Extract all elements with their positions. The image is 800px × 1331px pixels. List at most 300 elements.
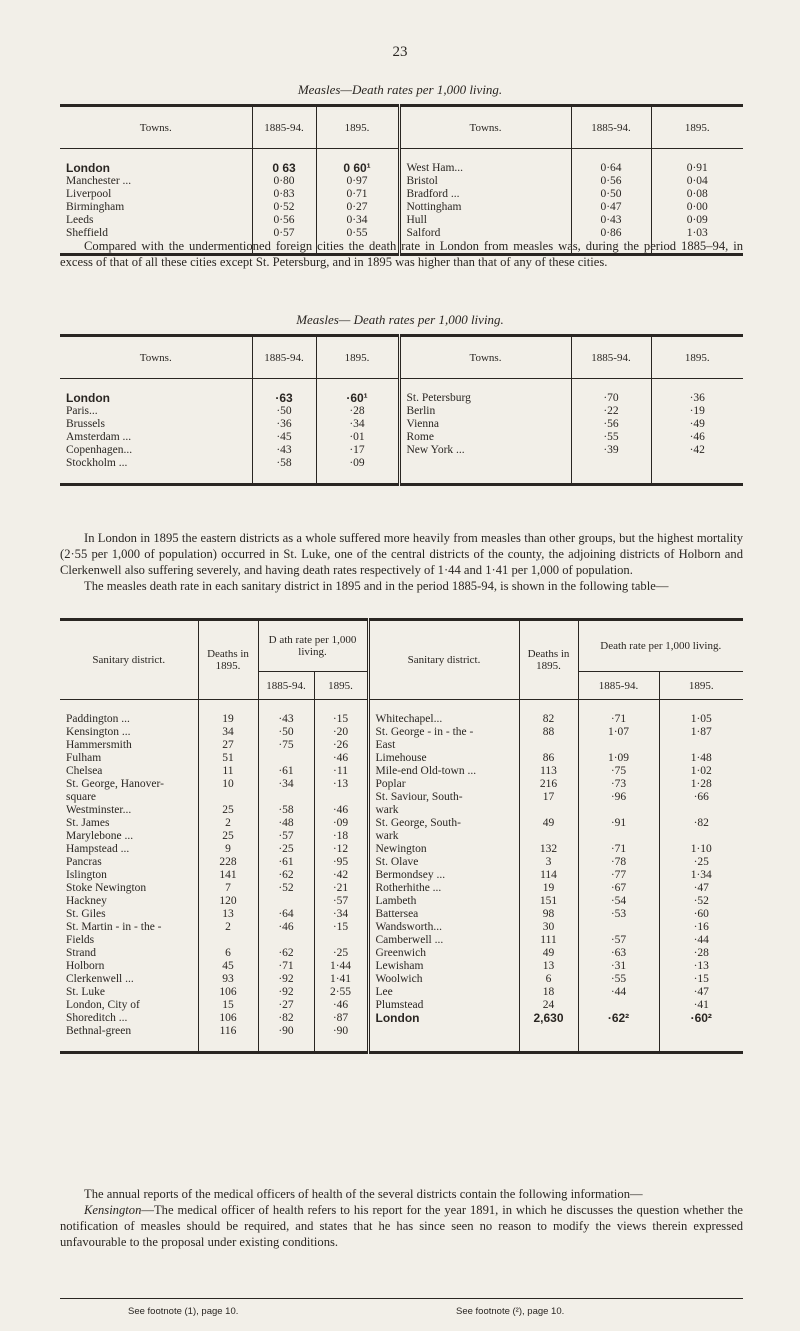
rate-1895: [651, 457, 743, 470]
deaths-1895: 30: [519, 921, 578, 934]
rate-1885-94: ·58: [258, 804, 314, 817]
district-name: London, City of: [60, 999, 198, 1012]
rate-1885-94: [578, 921, 659, 934]
rate-1885-94: ·61: [258, 856, 314, 869]
table-row: [60, 804, 743, 817]
rate-1895: [659, 804, 743, 817]
rate-1895: ·16: [693, 921, 709, 933]
deaths-1895: [198, 934, 258, 947]
district-name: Lewisham: [368, 960, 519, 973]
rate-1885-94: ·57: [578, 934, 659, 947]
district-name: Islington: [60, 869, 198, 882]
table-row: [60, 908, 743, 921]
rate-1885-94: 1·09: [578, 752, 659, 765]
rate-1885-94: ·71: [578, 843, 659, 856]
district-name: St. Martin - in - the -: [60, 921, 198, 934]
rate-1895: ·21: [314, 882, 368, 895]
table-row: [60, 843, 743, 856]
deaths-1895: 106: [198, 986, 258, 999]
town-name: Sheffield: [60, 227, 252, 240]
deaths-1895: 6: [198, 947, 258, 960]
t3-header-rate: Death rate per 1,000 living.: [578, 620, 743, 672]
rate-1895: ·60: [693, 908, 709, 920]
town-name: Birmingham: [60, 201, 252, 214]
deaths-1895: 82: [519, 713, 578, 726]
district-name: Strand: [60, 947, 198, 960]
t1-header: 1895.: [316, 106, 399, 149]
table-row: [60, 895, 743, 908]
district-name: St. Olave: [368, 856, 519, 869]
deaths-1895: 45: [198, 960, 258, 973]
rate-1885-94: ·57: [258, 830, 314, 843]
rate-1885-94: ·62: [258, 869, 314, 882]
rate-1895: ·95: [314, 856, 368, 869]
rate-1885-94: 0·80: [252, 175, 316, 188]
table-row: [60, 986, 743, 999]
rate-1895: ·46: [689, 431, 705, 443]
deaths-1895: 120: [198, 895, 258, 908]
deaths-1895: 15: [198, 999, 258, 1012]
rate-1895: 0·91: [686, 162, 708, 174]
t3-header-1895: 1895.: [314, 672, 368, 700]
rate-1885-94: ·34: [258, 778, 314, 791]
deaths-1895: 11: [198, 765, 258, 778]
rate-1885-94: ·77: [578, 869, 659, 882]
rate-1885-94: ·55: [578, 973, 659, 986]
footnote-1: See footnote (1), page 10.: [128, 1306, 239, 1317]
rate-1895: ·46: [314, 752, 368, 765]
district-name: London: [368, 1012, 519, 1025]
table-row: [60, 392, 743, 405]
town-name: London: [60, 392, 252, 405]
district-name: Clerkenwell ...: [60, 973, 198, 986]
table-row: [60, 457, 743, 470]
rate-1895: 1·44: [314, 960, 368, 973]
table-row: [60, 973, 743, 986]
table2-foreign-cities: [60, 334, 743, 486]
rate-1885-94: ·22: [571, 405, 651, 418]
deaths-1895: 141: [198, 869, 258, 882]
rate-1885-94: ·71: [578, 713, 659, 726]
table-row: [60, 791, 743, 804]
rate-1895: 1·41: [314, 973, 368, 986]
rate-1895: ·47: [693, 986, 709, 998]
rate-1895: ·90: [314, 1025, 368, 1038]
district-name: Lambeth: [368, 895, 519, 908]
table-row: [60, 1025, 743, 1038]
deaths-1895: [519, 1025, 578, 1038]
district-name: St. Saviour, South-: [368, 791, 519, 804]
rate-1885-94: ·75: [578, 765, 659, 778]
t3-header-8594: 1885-94.: [578, 672, 659, 700]
deaths-1895: 51: [198, 752, 258, 765]
deaths-1895: 34: [198, 726, 258, 739]
district-name: Bermondsey ...: [368, 869, 519, 882]
district-name: Bethnal-green: [60, 1025, 198, 1038]
rate-1895: 1·05: [690, 713, 712, 725]
rate-1895: ·34: [316, 418, 399, 431]
district-name: Chelsea: [60, 765, 198, 778]
rate-1895: ·15: [314, 921, 368, 934]
paragraph-kensington: [60, 1202, 743, 1250]
rate-1895: ·41: [693, 999, 709, 1011]
deaths-1895: 111: [519, 934, 578, 947]
rate-1895: ·01: [316, 431, 399, 444]
rate-1895: ·25: [314, 947, 368, 960]
table-row: [60, 830, 743, 843]
deaths-1895: 9: [198, 843, 258, 856]
rate-1885-94: ·25: [258, 843, 314, 856]
district-name: Hampstead ...: [60, 843, 198, 856]
rate-1885-94: 0·56: [571, 175, 651, 188]
rate-1895: 1·02: [690, 765, 712, 777]
deaths-1895: 25: [198, 804, 258, 817]
rate-1885-94: ·62²: [578, 1012, 659, 1025]
rate-1895: ·60¹: [316, 392, 399, 405]
deaths-1895: 151: [519, 895, 578, 908]
rate-1895: ·52: [693, 895, 709, 907]
table-row: [60, 431, 743, 444]
town-name: Leeds: [60, 214, 252, 227]
deaths-1895: 2,630: [519, 1012, 578, 1025]
rate-1885-94: ·58: [252, 457, 316, 470]
table3-sanitary-districts: [60, 618, 743, 1054]
rate-1885-94: ·44: [578, 986, 659, 999]
rate-1895: ·28: [316, 405, 399, 418]
deaths-1895: 6: [519, 973, 578, 986]
town-name: Liverpool: [60, 188, 252, 201]
town-name: Nottingham: [399, 201, 571, 214]
rate-1895: 0·08: [686, 188, 708, 200]
rate-1885-94: ·82: [258, 1012, 314, 1025]
rate-1885-94: 0·57: [252, 227, 316, 240]
table-row: [60, 713, 743, 726]
town-name: Bristol: [399, 175, 571, 188]
district-name: Hammersmith: [60, 739, 198, 752]
t2-header: Towns.: [399, 336, 571, 379]
table-row: [60, 856, 743, 869]
deaths-1895: 2: [198, 921, 258, 934]
rate-1885-94: 1·07: [578, 726, 659, 739]
rate-1895: ·25: [693, 856, 709, 868]
paragraph-annual-reports: [60, 1186, 743, 1250]
deaths-1895: 106: [198, 1012, 258, 1025]
town-name: Brussels: [60, 418, 252, 431]
deaths-1895: 18: [519, 986, 578, 999]
deaths-1895: 228: [198, 856, 258, 869]
district-name: wark: [368, 804, 519, 817]
rate-1885-94: 0·56: [252, 214, 316, 227]
town-name: Paris...: [60, 405, 252, 418]
town-name: London: [60, 162, 252, 175]
deaths-1895: 25: [198, 830, 258, 843]
district-name: Poplar: [368, 778, 519, 791]
t3-header-deaths: Deaths in 1895.: [198, 620, 258, 700]
rate-1885-94: ·96: [578, 791, 659, 804]
rate-1885-94: ·71: [258, 960, 314, 973]
rate-1885-94: [578, 1025, 659, 1038]
rate-1885-94: [258, 791, 314, 804]
rate-1885-94: ·78: [578, 856, 659, 869]
district-name: Marylebone ...: [60, 830, 198, 843]
deaths-1895: 93: [198, 973, 258, 986]
rate-1885-94: ·56: [571, 418, 651, 431]
rate-1885-94: ·91: [578, 817, 659, 830]
rate-1895: ·46: [314, 999, 368, 1012]
rate-1895: ·12: [314, 843, 368, 856]
rate-1885-94: ·70: [571, 392, 651, 405]
rate-1885-94: ·92: [258, 973, 314, 986]
t3-header-district: Sanitary district.: [368, 620, 519, 700]
district-name: Pancras: [60, 856, 198, 869]
town-name: Salford: [399, 227, 571, 240]
town-name: West Ham...: [399, 162, 571, 175]
rate-1885-94: 0·86: [571, 227, 651, 240]
district-name: Camberwell ...: [368, 934, 519, 947]
deaths-1895: 3: [519, 856, 578, 869]
rate-1895: 0·55: [316, 227, 399, 240]
rate-1885-94: 0 63: [252, 162, 316, 175]
table-row: [60, 418, 743, 431]
rate-1885-94: ·61: [258, 765, 314, 778]
town-name: Vienna: [399, 418, 571, 431]
rate-1895: 0·97: [316, 175, 399, 188]
rate-1895: ·18: [314, 830, 368, 843]
rate-1885-94: [578, 804, 659, 817]
deaths-1895: 19: [519, 882, 578, 895]
rate-1895: ·34: [314, 908, 368, 921]
rate-1885-94: ·31: [578, 960, 659, 973]
district-name: St. George - in - the -: [368, 726, 519, 739]
town-name: Copenhagen...: [60, 444, 252, 457]
table-row: [60, 726, 743, 739]
paragraph-text: The measles death rate in each sanitary district in 1895 and in the period 1885-94, is shown in the following table—: [84, 579, 669, 593]
district-name: Whitechapel...: [368, 713, 519, 726]
district-name: Stoke Newington: [60, 882, 198, 895]
paragraph-text: Compared with the undermentioned foreign cities the death rate in London from measles was, during the period 1885–94, in excess of that of all these cities except St. Petersburg, and in 1895 was higher than that of any of these cities.: [60, 239, 743, 269]
rate-1895: 1·34: [690, 869, 712, 881]
district-name: St. George, South-: [368, 817, 519, 830]
t1-header: 1885-94.: [252, 106, 316, 149]
rate-1885-94: ·52: [258, 882, 314, 895]
rate-1885-94: [258, 752, 314, 765]
rate-1885-94: [258, 895, 314, 908]
deaths-1895: 7: [198, 882, 258, 895]
deaths-1895: 113: [519, 765, 578, 778]
deaths-1895: 116: [198, 1025, 258, 1038]
t2-header: 1885-94.: [252, 336, 316, 379]
district-name: [368, 1025, 519, 1038]
rate-1895: ·36: [689, 392, 705, 404]
district-name: Shoreditch ...: [60, 1012, 198, 1025]
t3-header-rate: D ath rate per 1,000 living.: [258, 620, 368, 672]
rate-1895: ·19: [689, 405, 705, 417]
deaths-1895: 13: [198, 908, 258, 921]
rate-1895: ·87: [314, 1012, 368, 1025]
table-row: [60, 175, 743, 188]
town-name: Hull: [399, 214, 571, 227]
table-row: [60, 405, 743, 418]
deaths-1895: [519, 804, 578, 817]
rate-1895: 1·28: [690, 778, 712, 790]
town-name: Bradford ...: [399, 188, 571, 201]
rate-1885-94: [578, 830, 659, 843]
deaths-1895: 27: [198, 739, 258, 752]
district-name: Fields: [60, 934, 198, 947]
table-row: [60, 869, 743, 882]
rate-1885-94: ·27: [258, 999, 314, 1012]
rate-1885-94: 0·52: [252, 201, 316, 214]
deaths-1895: 13: [519, 960, 578, 973]
district-name: Paddington ...: [60, 713, 198, 726]
rate-1895: 1·48: [690, 752, 712, 764]
town-name: Manchester ...: [60, 175, 252, 188]
rate-1895: ·26: [314, 739, 368, 752]
rate-1885-94: 0·50: [571, 188, 651, 201]
town-name: Amsterdam ...: [60, 431, 252, 444]
rate-1895: [659, 1025, 743, 1038]
rate-1895: [659, 739, 743, 752]
table-row: [60, 960, 743, 973]
t2-header: 1895.: [316, 336, 399, 379]
t1-header: 1895.: [651, 106, 743, 149]
rate-1885-94: ·43: [258, 713, 314, 726]
t3-header-district: Sanitary district.: [60, 620, 198, 700]
deaths-1895: 17: [519, 791, 578, 804]
kensington-label: Kensington: [84, 1203, 142, 1217]
table1-caption: Measles—Death rates per 1,000 living.: [297, 82, 503, 97]
table-row: [60, 921, 743, 934]
district-name: Holborn: [60, 960, 198, 973]
rate-1895: ·09: [316, 457, 399, 470]
t3-header-8594: 1885-94.: [258, 672, 314, 700]
rate-1885-94: ·45: [252, 431, 316, 444]
town-name: St. Petersburg: [399, 392, 571, 405]
town-name: [399, 457, 571, 470]
deaths-1895: 88: [519, 726, 578, 739]
t1-header: Towns.: [399, 106, 571, 149]
district-name: St. Luke: [60, 986, 198, 999]
rate-1895: ·57: [314, 895, 368, 908]
district-name: Hackney: [60, 895, 198, 908]
t3-header-1895: 1895.: [659, 672, 743, 700]
rate-1895: [314, 791, 368, 804]
rate-1895: ·60²: [690, 1011, 712, 1025]
rate-1895: ·17: [316, 444, 399, 457]
rate-1885-94: 0·43: [571, 214, 651, 227]
district-name: Woolwich: [368, 973, 519, 986]
deaths-1895: 2: [198, 817, 258, 830]
rate-1895: ·42: [314, 869, 368, 882]
district-name: Wandsworth...: [368, 921, 519, 934]
table-row: [60, 214, 743, 227]
rate-1885-94: ·63: [578, 947, 659, 960]
district-name: St. James: [60, 817, 198, 830]
rate-1885-94: ·55: [571, 431, 651, 444]
rate-1895: ·09: [314, 817, 368, 830]
rate-1885-94: ·50: [258, 726, 314, 739]
deaths-1895: 24: [519, 999, 578, 1012]
rate-1895: [659, 830, 743, 843]
rate-1885-94: 0·83: [252, 188, 316, 201]
rate-1885-94: ·90: [258, 1025, 314, 1038]
rate-1895: 2·55: [314, 986, 368, 999]
rate-1885-94: ·43: [252, 444, 316, 457]
t3-header-deaths: Deaths in 1895.: [519, 620, 578, 700]
rate-1895: ·28: [693, 947, 709, 959]
paragraph-text: —The medical officer of health refers to his report for the year 1891, in which he discusses the question whether the notification of measles should be required, and states that he has since seen no reason to modify the views therein expressed unfavourable to the proposal under existing conditions.: [60, 1203, 743, 1249]
table-row: [60, 444, 743, 457]
rate-1895: ·11: [314, 765, 368, 778]
deaths-1895: 132: [519, 843, 578, 856]
district-name: Fulham: [60, 752, 198, 765]
district-name: Lee: [368, 986, 519, 999]
rate-1885-94: 0·47: [571, 201, 651, 214]
rate-1885-94: [571, 457, 651, 470]
rate-1895: 1·87: [690, 726, 712, 738]
rate-1895: ·20: [314, 726, 368, 739]
rate-1895: 0·71: [316, 188, 399, 201]
paragraph-text: The annual reports of the medical officers of health of the several districts contain the following information—: [84, 1187, 643, 1201]
district-name: Battersea: [368, 908, 519, 921]
rate-1885-94: ·39: [571, 444, 651, 457]
table-row: [60, 947, 743, 960]
town-name: Rome: [399, 431, 571, 444]
paragraph-text: In London in 1895 the eastern districts as a whole suffered more heavily from measles than other groups, but the highest mortality (2·55 per 1,000 of population) occurred in St. Luke, one of the central districts of the county, the adjoining districts of Holborn and Clerkenwell also suffering severely, and having death rates respectively of 1·44 and 1·41 per 1,000 of population.: [60, 531, 743, 577]
deaths-1895: 98: [519, 908, 578, 921]
paragraph-eastern-districts: [60, 530, 743, 594]
rate-1895: ·13: [693, 960, 709, 972]
rate-1895: 0·04: [686, 175, 708, 187]
town-name: Berlin: [399, 405, 571, 418]
rate-1895: ·44: [693, 934, 709, 946]
district-name: East: [368, 739, 519, 752]
rate-1885-94: ·46: [258, 921, 314, 934]
rate-1885-94: ·63: [252, 392, 316, 405]
rate-1895: ·15: [693, 973, 709, 985]
town-name: Stockholm ...: [60, 457, 252, 470]
rate-1885-94: ·62: [258, 947, 314, 960]
rate-1895: ·82: [693, 817, 709, 829]
deaths-1895: [198, 791, 258, 804]
table1-uk-towns: [60, 104, 743, 256]
rate-1895: 0 60¹: [316, 162, 399, 175]
deaths-1895: 114: [519, 869, 578, 882]
rate-1895: 0·00: [686, 201, 708, 213]
t1-header: 1885-94.: [571, 106, 651, 149]
rate-1895: 0·34: [316, 214, 399, 227]
district-name: Limehouse: [368, 752, 519, 765]
table-row: [60, 882, 743, 895]
footnote-rule: [60, 1298, 743, 1299]
table-row: [60, 1012, 743, 1025]
deaths-1895: 49: [519, 817, 578, 830]
district-name: Newington: [368, 843, 519, 856]
district-name: Westminster...: [60, 804, 198, 817]
deaths-1895: 86: [519, 752, 578, 765]
rate-1885-94: ·36: [252, 418, 316, 431]
t2-header: 1895.: [651, 336, 743, 379]
rate-1885-94: ·73: [578, 778, 659, 791]
rate-1895: ·42: [689, 444, 705, 456]
table2-caption: Measles— Death rates per 1,000 living.: [296, 312, 504, 327]
deaths-1895: 49: [519, 947, 578, 960]
rate-1895: ·15: [314, 713, 368, 726]
deaths-1895: 216: [519, 778, 578, 791]
deaths-1895: 19: [198, 713, 258, 726]
rate-1895: [314, 934, 368, 947]
t2-header: Towns.: [60, 336, 252, 379]
